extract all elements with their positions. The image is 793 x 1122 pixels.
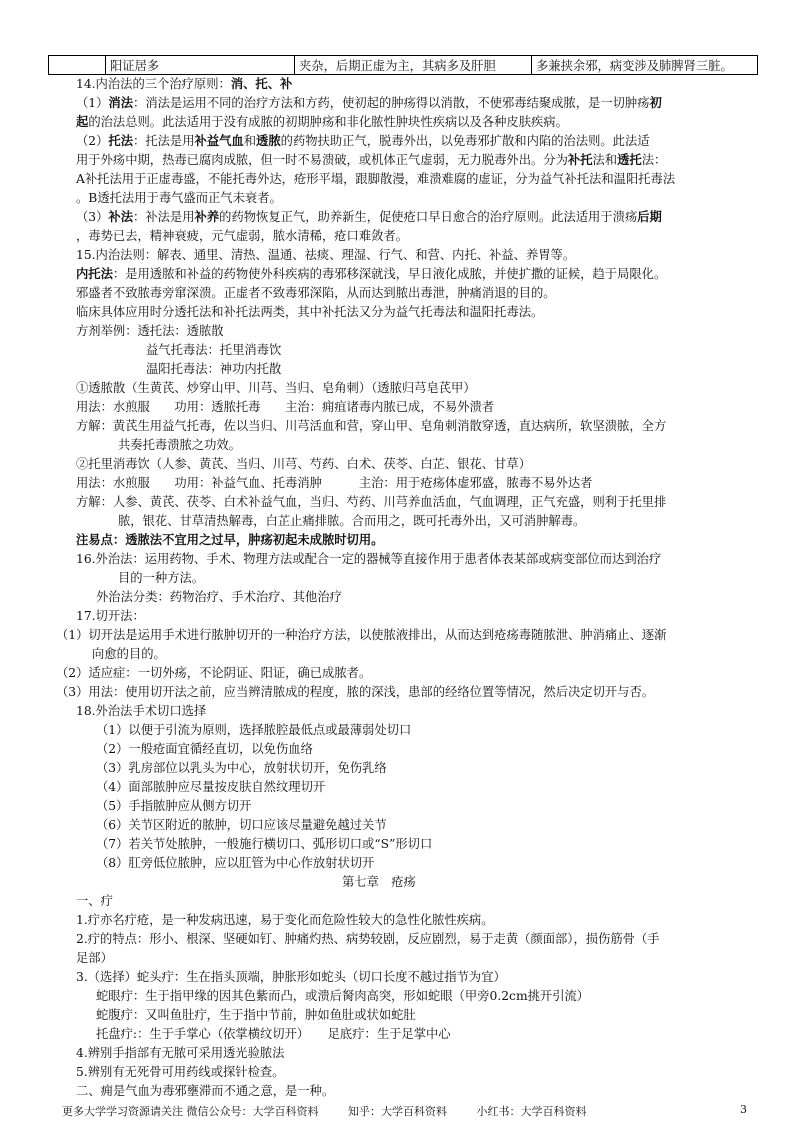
subsection-heading: 一、疔 [76, 894, 113, 908]
chapter-title: 第七章 疮疡 [342, 875, 416, 889]
paragraph-line: ②托里消毒饮（人参、黄芪、当归、川芎、芍药、白术、茯苓、白芷、银花、甘草） [76, 457, 531, 471]
footer-wechat: 更多大学学习资源请关注 微信公众号：大学百科资料 [62, 1105, 319, 1118]
paragraph-line: （1）消法：消法是运用不同的治疗方法和方药，使初起的肿疡得以消散，不使邪毒结聚成脓，是一切肿疡初 [76, 95, 662, 110]
list-item: （3）乳房部位以乳头为中心，放射状切开，免伤乳络 [96, 761, 387, 775]
paragraph-line: 脓，银花、甘草清热解毒，白芷止痛排脓。合而用之，既可托毒外出，又可消肿解毒。 [118, 514, 586, 528]
page-number: 3 [740, 1103, 747, 1116]
paragraph-line: （2）适应症：一切外疡，不论阴证、阳证，确已成脓者。 [56, 666, 372, 680]
note-line: 注易点：透脓法不宜用之过早，肿疡初起未成脓时切用。 [76, 532, 384, 547]
paragraph-line: ，毒势已去，精神衰疲，元气虚弱，脓水清稀，疮口难敛者。 [76, 229, 409, 243]
paragraph-line: 二、痈是气血为毒邪壅滞而不通之意，是一种。 [76, 1084, 335, 1098]
paragraph-line: 。B透托法用于毒气盛而正气未衰者。 [76, 191, 282, 205]
paragraph-line: 1.疔亦名疔疮，是一种发病迅速，易于变化而危险性较大的急性化脓性疾病。 [76, 913, 494, 927]
list-item: （7）若关节处脓肿，一般施行横切口、弧形切口或“S”形切口 [96, 837, 433, 851]
paragraph-line: 方剂举例：透托法：透脓散 [76, 324, 224, 338]
footer-xiaohongshu: 小红书：大学百科资料 [476, 1105, 587, 1118]
section-18-title: 18.外治法手术切口选择 [76, 704, 207, 718]
paragraph-line: 方解：人参、黄芪、茯苓、白术补益气血，当归、芍药、川芎养血活血，气血调理，正气充盛，则利于托里排 [76, 495, 667, 509]
paragraph-line: 蛇眼疔：生于指甲缘的因其色紫而凸，或溃后胬肉高突，形如蛇眼（甲旁0.2cm挑开引流） [96, 989, 590, 1003]
paragraph-line: 托盘疔:：生于手掌心（依掌横纹切开） 足底疔：生于足掌中心 [96, 1027, 451, 1041]
section-17-title: 17.切开法： [76, 609, 145, 623]
paragraph-line: 方解：黄芪生用益气托毒，佐以当归、川芎活血和营，穿山甲、皂角刺消散穿透，直达病所，软坚溃脓，全方 [76, 419, 667, 433]
paragraph-line: 邪盛者不致脓毒旁窜深溃。正虚者不致毒邪深陷，从而达到脓出毒泄，肿痛消退的目的。 [76, 286, 556, 300]
paragraph-line: A补托法用于正虚毒盛，不能托毒外达，疮形平塌，跟脚散漫，难溃难腐的虚证，分为益气补托法和温阳托毒法 [76, 172, 676, 186]
paragraph-line: 3.（选择）蛇头疔：生在指头顶端，肿胀形如蛇头（切口长度不越过指节为宜） [76, 970, 506, 984]
paragraph-line: 临床具体应用时分透托法和补托法两类，其中补托法又分为益气托毒法和温阳托毒法。 [76, 305, 544, 319]
table-cell: 阳证居多 [106, 56, 295, 75]
section-14-title: 14.内治法的三个治疗原则：消、托、补 [76, 76, 293, 91]
list-item: （2）一般疮面宜循经直切，以免伤血络 [96, 742, 313, 756]
paragraph-line: （3）补法：补法是用补养的药物恢复正气，助养新生，促使疮口早日愈合的治疗原则。此法适用于溃疡后期 [76, 209, 662, 224]
list-item: （4）面部脓肿应尽量按皮肤自然纹理切开 [96, 780, 326, 794]
table-cell: 多兼挟余邪，病变涉及肺脾肾三脏。 [532, 56, 758, 75]
footer-zhihu: 知乎：大学百科资料 [348, 1105, 447, 1118]
paragraph-line: 蛇腹疔：又叫鱼肚疔，生于指中节前，肿如鱼肚或状如蛇肚 [96, 1008, 416, 1022]
paragraph-line: 益气托毒法：托里消毒饮 [146, 343, 282, 357]
paragraph-line: 内托法：是用透脓和补益的药物使外科疾病的毒邪移深就浅，早日液化成脓，并使扩撒的证候，趋于局限化。 [76, 266, 667, 281]
section-15-title: 15.内治法则：解表、通里、清热、温通、祛痰、理湿、行气、和营、内托、补益、养胃等。 [76, 248, 576, 262]
page-footer [62, 1103, 613, 1119]
list-item: （5）手指脓肿应从侧方切开 [96, 799, 252, 813]
list-item: （6）关节区附近的脓肿，切口应该尽量避免越过关节 [96, 818, 387, 832]
paragraph-line: 5.辨别有无死骨可用药线或探针检查。 [76, 1065, 285, 1079]
table-cell-empty [49, 56, 106, 75]
list-item: （8）肛旁低位脓肿，应以肛管为中心作放射状切开 [96, 856, 375, 870]
paragraph-line: 足部） [76, 951, 113, 965]
paragraph-line: 用法：水煎服 功用：透脓托毒 主治：痈疽诸毒内脓已成，不易外溃者 [76, 400, 495, 414]
paragraph-line: 用法：水煎服 功用：补益气血、托毒消肿 主治：用于疮疡体虚邪盛，脓毒不易外达者 [76, 476, 593, 490]
paragraph-line: ①透脓散（生黄芪、炒穿山甲、川芎、当归、皂角刺）（透脓归芎皂芪甲） [76, 381, 476, 395]
table-row [49, 56, 758, 75]
paragraph-line: 目的一种方法。 [118, 571, 205, 585]
paragraph-line: （3）用法：使用切开法之前，应当辨清脓成的程度，脓的深浅，患部的经络位置等情况，然后决定切开与否。 [56, 685, 655, 699]
paragraph-line: 外治法分类：药物治疗、手术治疗、其他治疗 [96, 590, 342, 604]
paragraph-line: 2.疔的特点：形小、根深、坚硬如钉、肿痛灼热、病势较剧，反应剧烈，易于走黄（颜面部），损伤筋骨（手 [76, 932, 660, 946]
paragraph-line: 向愈的目的。 [92, 647, 166, 661]
paragraph-line: 共奏托毒溃脓之功效。 [118, 438, 241, 452]
paragraph-line: 4.辨别手指部有无脓可采用透光验脓法 [76, 1046, 285, 1060]
paragraph-line: 起的治法总则。此法适用于没有成脓的初期肿疡和非化脓性肿块性疾病以及各种皮肤疾病。 [76, 114, 568, 129]
paragraph-line: （1）切开法是运用手术进行脓肿切开的一种治疗方法，以使脓液排出，从而达到疮疡毒随脓泄、肿消痛止、逐渐 [56, 628, 667, 642]
list-item: （1）以便于引流为原则，选择脓腔最低点或最薄弱处切口 [96, 723, 412, 737]
paragraph-line: （2）托法：托法是用补益气血和透脓的药物扶助正气，脱毒外出，以免毒邪扩散和内陷的治法则。此法适 [76, 133, 650, 148]
summary-table [48, 55, 758, 75]
section-16-title: 16.外治法：运用药物、手术、物理方法或配合一定的器械等直接作用于患者体表某部或病变部位而达到治疗 [76, 552, 662, 566]
table-cell: 夹杂，后期正虚为主，其病多及肝胆 [295, 56, 532, 75]
paragraph-line: 用于外疡中期，热毒已腐肉成脓，但一时不易溃破，或机体正气虚弱，无力脱毒外出。分为补托法和透托法： [76, 152, 667, 167]
paragraph-line: 温阳托毒法：神功内托散 [146, 362, 282, 376]
